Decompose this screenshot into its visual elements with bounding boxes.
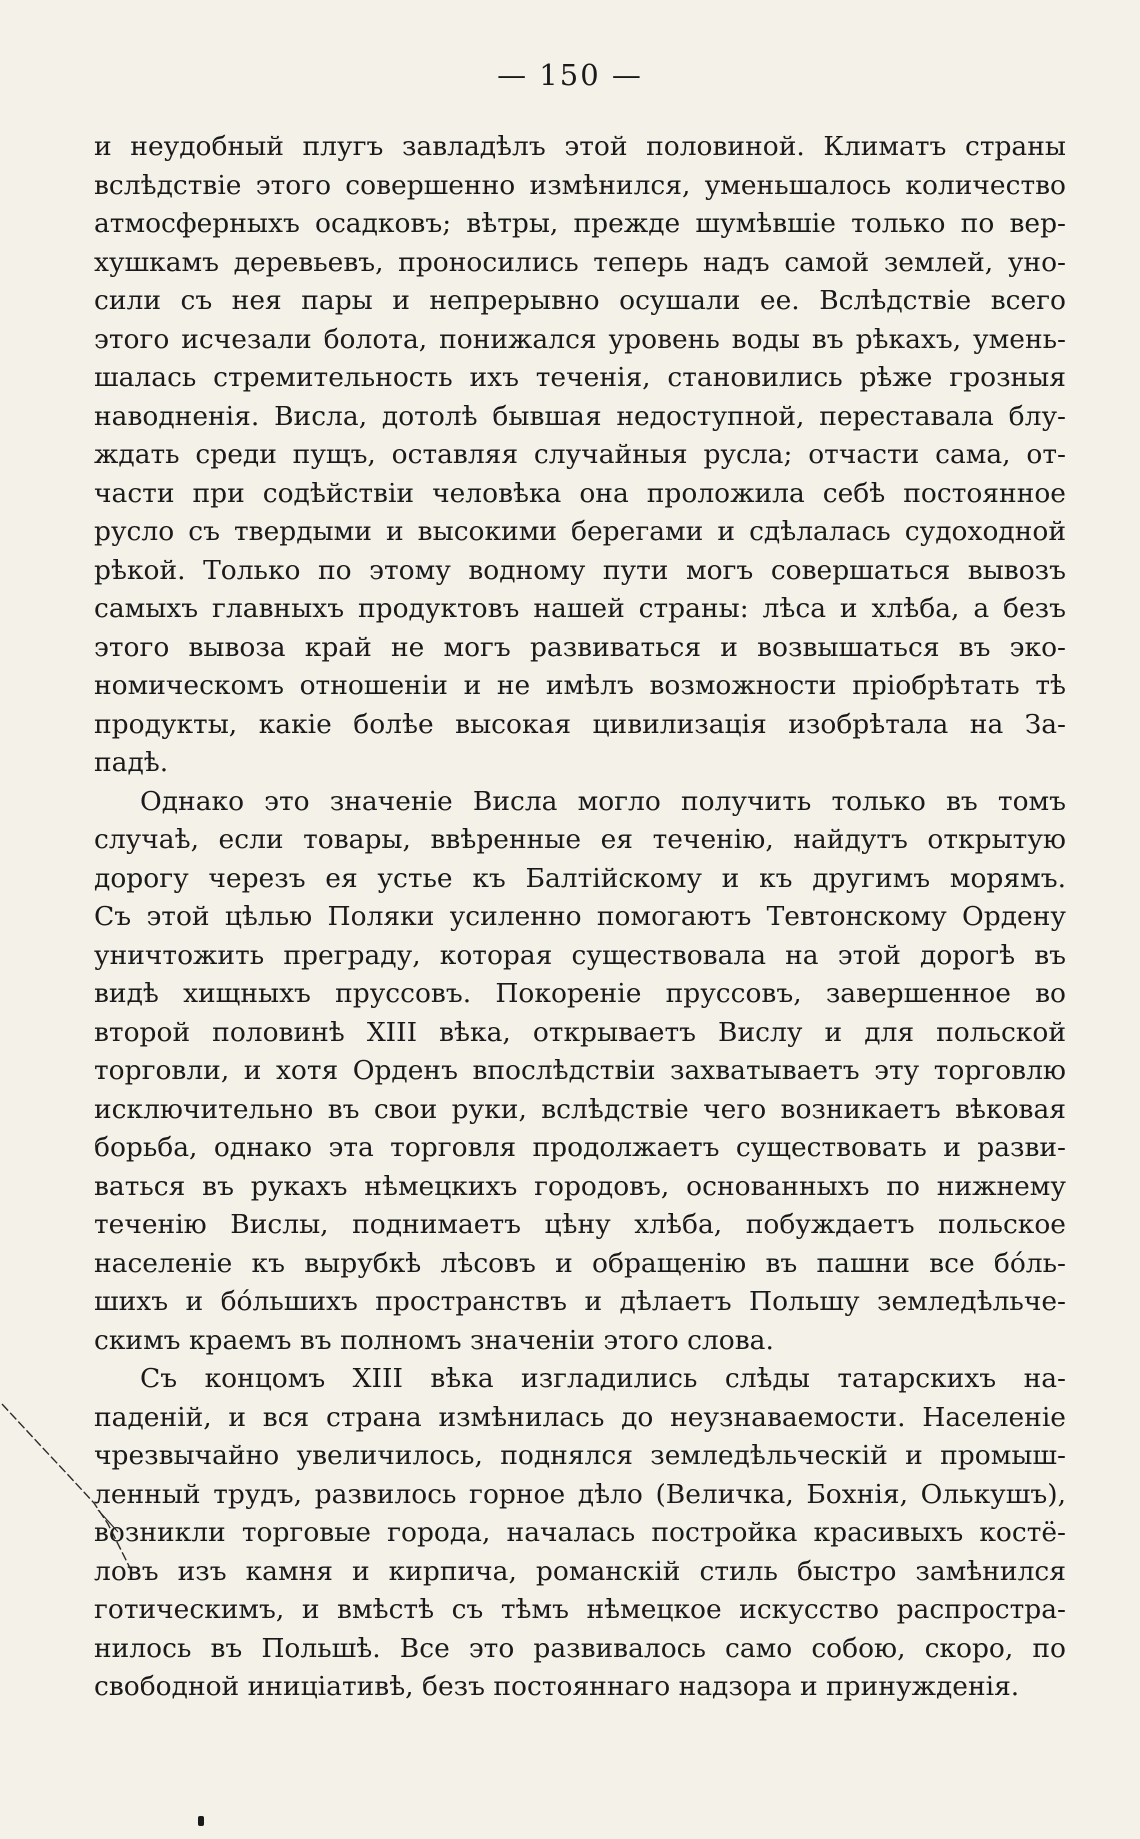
- text-line: рѣкой. Только по этому водному пути могъ совершаться вывозъ: [94, 554, 1066, 586]
- text-line: второй половинѣ XIII вѣка, открываетъ Вислу и для польской: [94, 1016, 1066, 1048]
- text-line: борьба, однако эта торговля продолжаетъ существовать и разви-: [94, 1132, 1066, 1163]
- text-line: ваться въ рукахъ нѣмецкихъ городовъ, основанныхъ по нижнему: [94, 1170, 1066, 1202]
- text-line: скимъ краемъ въ полномъ значеніи этого слова.: [94, 1324, 774, 1356]
- text-line: Однако это значеніе Висла могло получить только въ томъ: [140, 785, 1066, 817]
- text-line: наводненія. Висла, дотолѣ бывшая недоступной, переставала блу-: [94, 400, 1066, 432]
- text-line: ленный трудъ, развилось горное дѣло (Величка, Бохнія, Олькушъ),: [94, 1478, 1066, 1510]
- text-line: шихъ и бо́льшихъ пространствъ и дѣлаетъ Польшу земледѣльче-: [94, 1286, 1066, 1317]
- text-line: свободной иниціативѣ, безъ постояннаго надзора и принужденія.: [94, 1671, 1020, 1702]
- text-line: этого исчезали болота, понижался уровень воды въ рѣкахъ, умень-: [94, 323, 1066, 355]
- text-line: и неудобный плугъ завладѣлъ этой половиной. Климатъ страны: [94, 131, 1066, 162]
- body-text: [94, 128, 1066, 1707]
- page-number: — 150 —: [497, 58, 643, 92]
- text-line: продукты, какіе болѣе высокая цивилизація изобрѣтала на За-: [94, 708, 1066, 740]
- paragraph-3: [94, 1360, 1066, 1707]
- text-line: дорогу черезъ ея устье къ Балтійскому и къ другимъ морямъ.: [94, 862, 1066, 894]
- text-line: самыхъ главныхъ продуктовъ нашей страны: лѣса и хлѣба, а безъ: [94, 593, 1066, 624]
- text-line: этого вывоза край не могъ развиваться и возвышаться въ эко-: [94, 631, 1066, 663]
- text-line: хушкамъ деревьевъ, проносились теперь надъ самой землей, уно-: [94, 246, 1066, 278]
- paragraph-2: [94, 783, 1066, 1361]
- text-line: населеніе къ вырубкѣ лѣсовъ и обращенію въ пашни все бо́ль-: [94, 1247, 1066, 1279]
- text-line: вслѣдствіе этого совершенно измѣнился, уменьшалось количество: [94, 169, 1066, 201]
- text-line: шалась стремительность ихъ теченія, становились рѣже грозныя: [94, 362, 1066, 393]
- text-line: сили съ нея пары и непрерывно осушали ее. Вслѣдствіе всего: [94, 285, 1066, 316]
- ink-speck: [198, 1816, 204, 1826]
- text-line: чрезвычайно увеличилось, поднялся земледѣльческій и промыш-: [94, 1440, 1066, 1471]
- text-line: торговли, и хотя Орденъ впослѣдствіи захватываетъ эту торговлю: [94, 1055, 1066, 1086]
- text-line: ждать среди пущъ, оставляя случайныя русла; отчасти сама, от-: [94, 439, 1066, 470]
- text-line: нилось въ Польшѣ. Все это развивалось само собою, скоро, по: [94, 1632, 1066, 1664]
- text-line: возникли торговые города, началась постройка красивыхъ костё-: [94, 1517, 1066, 1548]
- text-line: видѣ хищныхъ пруссовъ. Покореніе пруссовъ, завершенное во: [94, 978, 1066, 1009]
- text-line: ловъ изъ камня и кирпича, романскій стиль быстро замѣнился: [94, 1555, 1066, 1587]
- text-line: номическомъ отношеніи и не имѣлъ возможности пріобрѣтать тѣ: [94, 670, 1066, 701]
- text-line: русло съ твердыми и высокими берегами и сдѣлалась судоходной: [94, 516, 1066, 547]
- paragraph-1: [94, 128, 1066, 783]
- text-line: атмосферныхъ осадковъ; вѣтры, прежде шумѣвшіе только по вер-: [94, 208, 1066, 239]
- pencil-margin-mark: [0, 0, 140, 1600]
- text-line: исключительно въ свои руки, вслѣдствіе чего возникаетъ вѣковая: [94, 1093, 1066, 1125]
- text-line: падѣ.: [94, 747, 169, 778]
- text-line: паденій, и вся страна измѣнилась до неузнаваемости. Населеніе: [94, 1401, 1066, 1433]
- text-line: уничтожить преграду, которая существовала на этой дорогѣ въ: [94, 939, 1066, 971]
- text-line: теченію Вислы, поднимаетъ цѣну хлѣба, побуждаетъ польское: [94, 1209, 1066, 1240]
- text-line: Съ этой цѣлью Поляки усиленно помогаютъ Тевтонскому Ордену: [94, 901, 1066, 932]
- text-line: случаѣ, если товары, ввѣренные ея теченію, найдутъ открытую: [94, 824, 1066, 855]
- text-line: Съ концомъ XIII вѣка изгладились слѣды татарскихъ на-: [140, 1363, 1066, 1394]
- text-line: готическимъ, и вмѣстѣ съ тѣмъ нѣмецкое искусство распростра-: [94, 1594, 1066, 1625]
- text-line: части при содѣйствіи человѣка она проложила себѣ постоянное: [94, 477, 1066, 509]
